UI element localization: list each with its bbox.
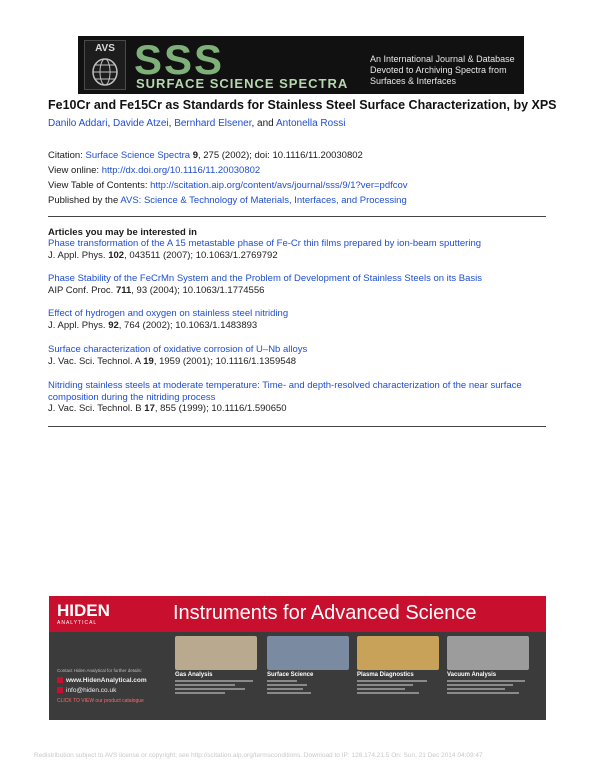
hiden-logo-sub: ANALYTICAL: [57, 620, 98, 626]
journal-link[interactable]: Surface Science Spectra: [85, 150, 191, 161]
related-article-ref: [48, 356, 296, 367]
panel-text-line: [267, 684, 307, 686]
gas-analysis-image: [175, 636, 257, 670]
ref-details: , 93 (2004); 10.1063/1.1774556: [131, 284, 265, 296]
panel-text-line: [175, 692, 225, 694]
web-icon: [57, 677, 63, 683]
panel-text-line: [357, 688, 405, 690]
ref-volume: 17: [144, 403, 155, 414]
author-separator: , and: [251, 118, 276, 129]
author-separator: ,: [107, 118, 114, 129]
ref-journal: J. Appl. Phys.: [48, 319, 109, 331]
published-line: [48, 195, 407, 206]
ref-details: , 764 (2002); 10.1063/1.1483893: [118, 319, 258, 331]
email-link[interactable]: info@hiden.co.uk: [66, 687, 117, 694]
panel-text-line: [357, 692, 419, 694]
journal-name: SURFACE SCIENCE SPECTRA: [136, 76, 349, 91]
panel-text-line: [267, 688, 303, 690]
panel-title: Plasma Diagnostics: [357, 672, 414, 678]
author-link[interactable]: Antonella Rossi: [275, 118, 346, 129]
panel-title: Vacuum Analysis: [447, 672, 497, 678]
ref-journal: J. Vac. Sci. Technol. A: [48, 355, 144, 367]
view-online-label: View online:: [48, 165, 102, 176]
journal-banner[interactable]: [78, 36, 524, 94]
related-article-ref: [48, 285, 264, 296]
related-article-link[interactable]: Phase transformation of the A 15 metastable phase of Fe-Cr thin films prepared by ion-beam sputtering: [48, 238, 482, 249]
related-articles-heading: Articles you may be interested in: [48, 227, 197, 238]
panel-text-line: [357, 684, 413, 686]
doi-link[interactable]: http://dx.doi.org/10.1116/11.20030802: [101, 165, 261, 176]
panel-text-line: [447, 680, 525, 682]
related-article: [48, 273, 548, 296]
panel-text-line: [267, 680, 297, 682]
published-label: Published by the: [48, 195, 121, 206]
email-icon: [57, 687, 63, 693]
panel-text-line: [175, 684, 235, 686]
citation-details: , 275 (2002); doi: 10.1116/11.20030802: [198, 150, 363, 161]
divider: [48, 216, 546, 217]
related-article-ref: [48, 250, 278, 261]
ref-volume: 102: [108, 249, 125, 261]
panel-title: Gas Analysis: [175, 672, 213, 678]
hiden-logo: [57, 602, 115, 628]
ref-journal: J. Vac. Sci. Technol. B: [48, 403, 145, 414]
avs-logo-text: AVS: [95, 43, 115, 54]
view-online-line: [48, 165, 260, 176]
related-article: [48, 380, 548, 415]
web-link[interactable]: www.HidenAnalytical.com: [66, 677, 147, 684]
ref-journal: J. Appl. Phys.: [48, 249, 109, 261]
panel-title: Surface Science: [267, 672, 314, 678]
article-title: Fe10Cr and Fe15Cr as Standards for Stainless Steel Surface Characterization, by XPS: [48, 98, 557, 112]
ad-contact: [57, 666, 167, 706]
ad-panel-surface-science[interactable]: [267, 636, 349, 694]
author-list: [48, 118, 345, 129]
related-article: [48, 308, 548, 331]
panel-text-line: [447, 688, 505, 690]
ref-details: , 1959 (2001); 10.1116/1.1359548: [153, 355, 297, 367]
related-article-link[interactable]: Nitriding stainless steels at moderate temperature: Time- and depth-resolved characterization of the near surface composition during the nitriding process: [48, 380, 522, 403]
plasma-diagnostics-image: [357, 636, 439, 670]
ref-journal: AIP Conf. Proc.: [48, 284, 116, 296]
related-article-link[interactable]: Phase Stability of the FeCrMn System and the Problem of Development of Stainless Steels on its Basis: [48, 273, 483, 284]
avs-globe-icon: [91, 57, 119, 87]
ref-details: , 855 (1999); 10.1116/1.590650: [154, 403, 287, 414]
ref-volume: 711: [115, 284, 132, 296]
hiden-advertisement[interactable]: [49, 596, 546, 720]
ad-panel-plasma-diagnostics[interactable]: [357, 636, 439, 694]
related-article: [48, 238, 548, 261]
author-separator: ,: [168, 118, 175, 129]
panel-text-line: [357, 680, 427, 682]
author-link[interactable]: Bernhard Elsener: [174, 118, 252, 129]
related-article-link[interactable]: Effect of hydrogen and oxygen on stainless steel nitriding: [48, 308, 289, 319]
toc-link[interactable]: http://scitation.aip.org/content/avs/journal/sss/9/1?ver=pdfcov: [150, 180, 408, 191]
vacuum-analysis-image: [447, 636, 529, 670]
email-link-row[interactable]: [57, 686, 167, 696]
citation-label: Citation:: [48, 150, 86, 161]
citation-line: [48, 150, 363, 161]
view-toc-label: View Table of Contents:: [48, 180, 151, 191]
sss-logo: SSS: [134, 36, 225, 83]
ad-panel-vacuum-analysis[interactable]: [447, 636, 529, 694]
catalogue-link[interactable]: CLICK TO VIEW our product catalogue: [57, 698, 144, 704]
author-link[interactable]: Davide Atzei: [113, 118, 169, 129]
ref-details: , 043511 (2007); 10.1063/1.2769792: [124, 249, 278, 261]
avs-logo: [84, 40, 126, 90]
related-article-ref: [48, 403, 287, 414]
panel-text-line: [447, 684, 513, 686]
publisher-link[interactable]: AVS: Science & Technology of Materials, Interfaces, and Processing: [120, 195, 407, 206]
divider: [48, 426, 546, 427]
ref-volume: 19: [143, 355, 154, 367]
panel-text-line: [175, 688, 245, 690]
citation-volume: 9: [190, 150, 198, 161]
ad-headline: Instruments for Advanced Science: [173, 602, 477, 624]
redistribution-notice: Redistribution subject to AVS license or copyright; see http://scitation.aip.org/termsconditions. Download to IP: 128.174.21.5 On: Sun, 21 Dec 2014 04:09:47: [34, 752, 483, 759]
ref-volume: 92: [108, 319, 119, 331]
hiden-logo-text: HIDEN: [57, 601, 110, 620]
journal-tagline: An International Journal & Database Devoted to Archiving Spectra from Surfaces & Interfaces: [370, 54, 515, 86]
author-link[interactable]: Danilo Addari: [48, 118, 108, 129]
panel-text-line: [447, 692, 519, 694]
panel-text-line: [267, 692, 311, 694]
contact-note: Contact Hiden Analytical for further details:: [57, 668, 143, 673]
related-article: [48, 344, 548, 367]
view-toc-line: [48, 180, 408, 191]
related-article-ref: [48, 320, 257, 331]
ad-panel-gas-analysis[interactable]: [175, 636, 257, 694]
panel-text-line: [175, 680, 253, 682]
surface-science-image: [267, 636, 349, 670]
web-link-row[interactable]: [57, 676, 167, 686]
related-article-link[interactable]: Surface characterization of oxidative corrosion of U–Nb alloys: [48, 344, 308, 355]
